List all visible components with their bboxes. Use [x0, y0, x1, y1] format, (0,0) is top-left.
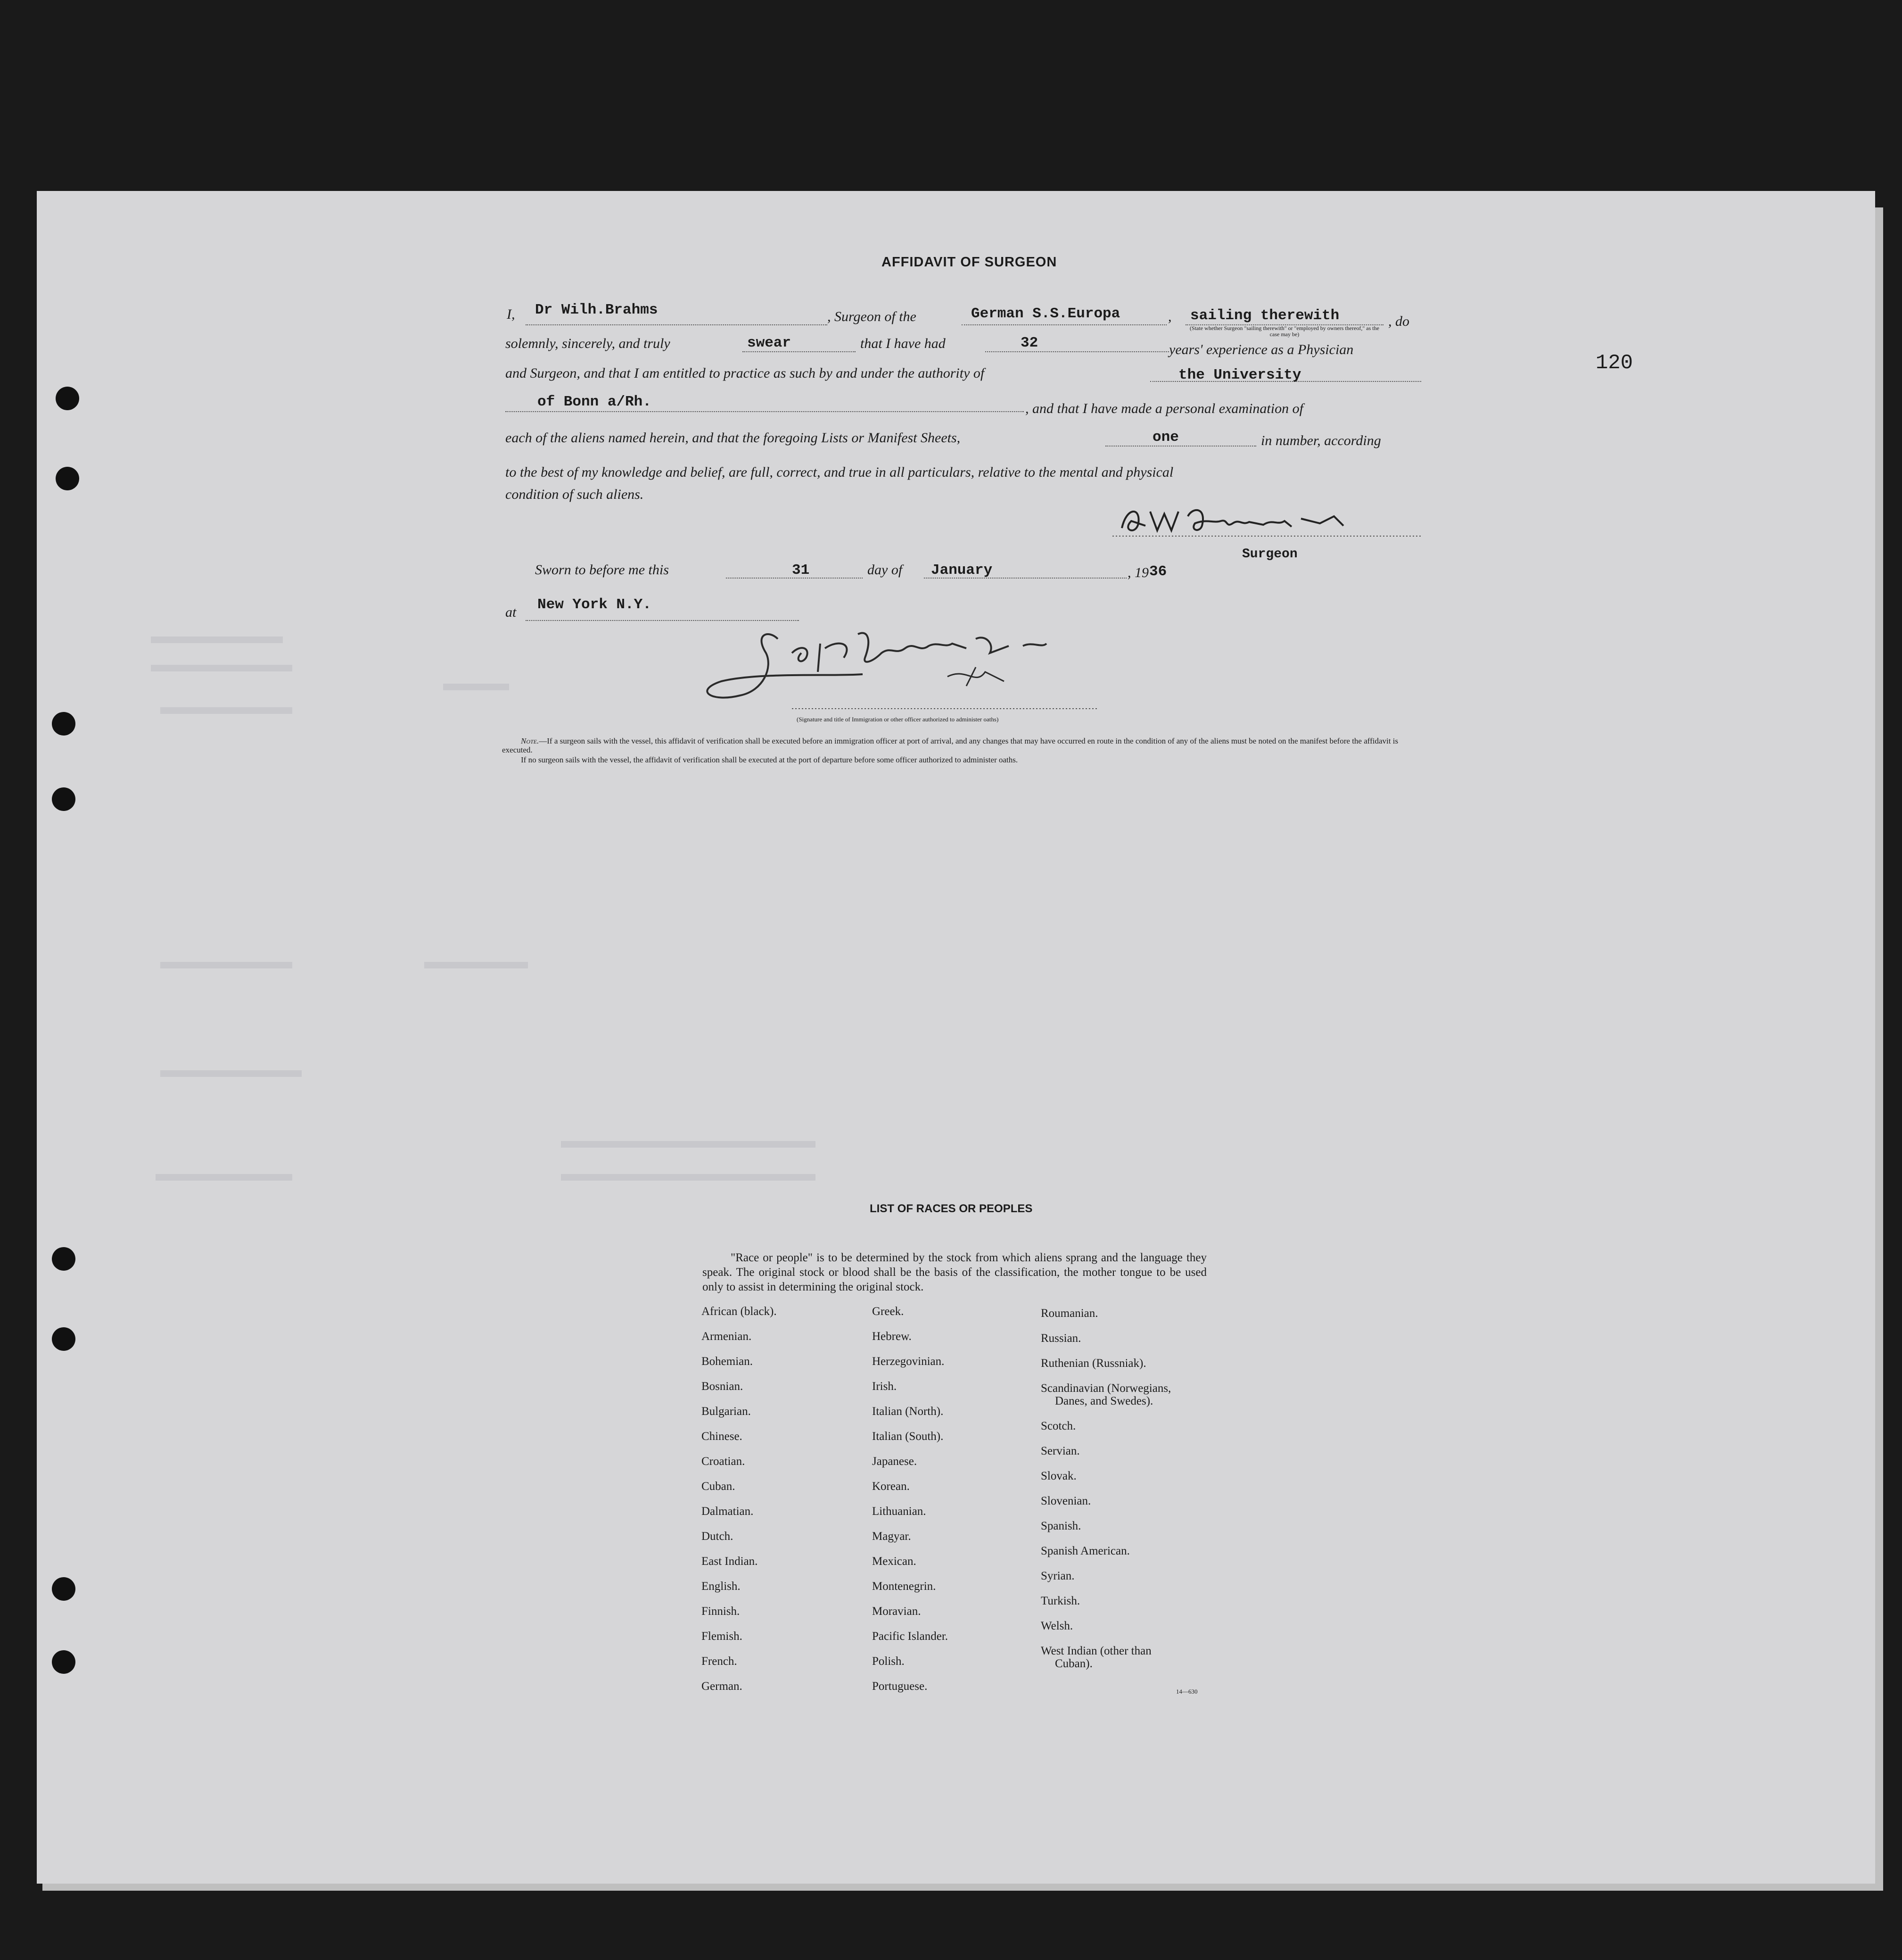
race-entry: Slovenian. — [1041, 1495, 1091, 1507]
binder-hole — [52, 1327, 75, 1351]
race-entry: Irish. — [872, 1380, 897, 1393]
affidavit-note — [502, 736, 1421, 754]
race-entry: Magyar. — [872, 1530, 911, 1543]
affidavit-text: at — [505, 604, 517, 620]
race-entry: Spanish. — [1041, 1520, 1081, 1532]
surgeon-name: Dr Wilh.Brahms — [535, 302, 658, 318]
affidavit-text: Sworn to before me this — [535, 562, 669, 578]
race-entry: Italian (North). — [872, 1405, 944, 1418]
race-entry: African (black). — [701, 1305, 777, 1318]
affidavit-text: years' experience as a Physician — [1169, 342, 1354, 357]
sailing-status: sailing therewith — [1190, 307, 1340, 324]
officer-caption: (Signature and title of Immigration or other officer authorized to administer oaths) — [797, 716, 999, 723]
affidavit-text: , and that I have made a personal examination of — [1025, 401, 1303, 416]
race-entry: Roumanian. — [1041, 1307, 1098, 1320]
race-entry: Dalmatian. — [701, 1505, 754, 1518]
race-entry: Polish. — [872, 1655, 905, 1668]
sworn-day: 31 — [792, 562, 810, 579]
oath-line — [742, 351, 856, 352]
race-entry: Danes, and Swedes). — [1055, 1395, 1153, 1407]
affidavit-text: solemnly, sincerely, and truly — [505, 336, 670, 351]
race-entry: Cuban. — [701, 1480, 735, 1493]
race-entry: Slovak. — [1041, 1470, 1077, 1482]
binder-hole — [52, 787, 75, 811]
affidavit-text: to the best of my knowledge and belief, are full, correct, and true in all particulars, relative to the mental and physical — [505, 464, 1174, 480]
affidavit-text: that I have had — [860, 336, 946, 351]
officer-signature — [683, 620, 1108, 719]
authority-line-2: of Bonn a/Rh. — [537, 394, 651, 410]
race-entry: Bosnian. — [701, 1380, 743, 1393]
affidavit-text: day of — [867, 562, 903, 578]
races-intro: "Race or people" is to be determined by the stock from which aliens sprang and the language they speak. The original stock or blood shall be the basis of the classification, the mother tongue to be used only to assist in determining the original stock. — [702, 1251, 1207, 1293]
race-entry: English. — [701, 1580, 741, 1593]
race-entry: Dutch. — [701, 1530, 733, 1543]
affidavit-text: in number, according — [1261, 433, 1381, 448]
name-line — [526, 324, 827, 325]
affidavit-text: , Surgeon of the — [827, 309, 916, 324]
sworn-place: New York N.Y. — [537, 596, 651, 613]
note-label: Note. — [521, 736, 539, 745]
affidavit-text: , do — [1388, 314, 1409, 329]
race-entry: Portuguese. — [872, 1680, 928, 1693]
sworn-month: January — [931, 562, 993, 579]
binder-hole — [52, 1247, 75, 1271]
race-entry: Armenian. — [701, 1330, 752, 1343]
binder-hole — [52, 712, 75, 736]
race-entry: Korean. — [872, 1480, 910, 1493]
race-entry: German. — [701, 1680, 742, 1693]
affidavit-title: AFFIDAVIT OF SURGEON — [881, 255, 1057, 270]
race-entry: Flemish. — [701, 1630, 742, 1643]
race-entry: Welsh. — [1041, 1620, 1073, 1632]
affidavit-text: each of the aliens named herein, and that the foregoing Lists or Manifest Sheets, — [505, 430, 961, 446]
race-entry: Mexican. — [872, 1555, 916, 1568]
sworn-year: 36 — [1149, 563, 1167, 580]
race-entry: Herzegovinian. — [872, 1355, 945, 1368]
race-entry: Spanish American. — [1041, 1545, 1130, 1557]
signature-caption: Surgeon — [1242, 547, 1298, 562]
affidavit-text: , 19 — [1128, 565, 1149, 580]
race-entry: Scotch. — [1041, 1420, 1076, 1432]
race-entry: Finnish. — [701, 1605, 740, 1618]
race-entry: Turkish. — [1041, 1595, 1080, 1607]
race-entry: Cuban). — [1055, 1657, 1093, 1670]
sheets-count: one — [1153, 429, 1179, 446]
affidavit-text: , — [1168, 309, 1172, 324]
binder-hole — [56, 387, 79, 410]
binder-hole — [52, 1577, 75, 1601]
race-entry: Greek. — [872, 1305, 904, 1318]
note-text-1: —If a surgeon sails with the vessel, this affidavit of verification shall be executed before an immigration officer at port of arrival, and any changes that may have occurred en route in the condition of any of the aliens must be noted on the manifest before the affidavit is executed. — [502, 736, 1399, 754]
vessel-line — [962, 324, 1167, 325]
form-code: 14—630 — [1176, 1688, 1198, 1695]
affidavit-text: I, — [507, 306, 515, 322]
race-entry: East Indian. — [701, 1555, 758, 1568]
race-entry: Hebrew. — [872, 1330, 912, 1343]
race-entry: Russian. — [1041, 1332, 1081, 1345]
races-title: LIST OF RACES OR PEOPLES — [870, 1202, 1033, 1215]
affidavit-note-2: If no surgeon sails with the vessel, the affidavit of verification shall be executed at the port of departure before some officer authorized to administer oaths. — [521, 755, 1018, 764]
race-entry: Servian. — [1041, 1445, 1080, 1457]
race-entry: Pacific Islander. — [872, 1630, 948, 1643]
years-line — [985, 351, 1169, 352]
authority-line-1: the University — [1178, 367, 1301, 383]
race-entry: Ruthenian (Russniak). — [1041, 1357, 1146, 1370]
oath-word: swear — [747, 335, 791, 351]
race-entry: Chinese. — [701, 1430, 742, 1443]
surgeon-signature — [1112, 502, 1424, 540]
binder-hole — [56, 467, 79, 490]
race-entry: Montenegrin. — [872, 1580, 936, 1593]
race-entry: Scandinavian (Norwegians, — [1041, 1382, 1171, 1395]
race-entry: Italian (South). — [872, 1430, 944, 1443]
race-entry: Moravian. — [872, 1605, 921, 1618]
sheets-line — [1105, 446, 1256, 447]
race-entry: French. — [701, 1655, 737, 1668]
race-entry: Bohemian. — [701, 1355, 753, 1368]
binder-hole — [52, 1650, 75, 1674]
affidavit-text: condition of such aliens. — [505, 487, 644, 502]
years-experience: 32 — [1021, 335, 1038, 351]
race-entry: West Indian (other than — [1041, 1645, 1152, 1657]
affidavit-text: and Surgeon, and that I am entitled to practice as such by and under the authority of — [505, 365, 985, 381]
race-entry: Lithuanian. — [872, 1505, 926, 1518]
vessel-name: German S.S.Europa — [971, 306, 1120, 322]
page-number: 120 — [1596, 351, 1633, 375]
sailing-status-note: (State whether Surgeon "sailing therewith" or "employed by owners thereof," as the case may be) — [1190, 325, 1379, 338]
race-entry: Japanese. — [872, 1455, 917, 1468]
race-entry: Syrian. — [1041, 1570, 1075, 1582]
race-entry: Croatian. — [701, 1455, 745, 1468]
authority-line-cont — [505, 411, 1024, 412]
race-entry: Bulgarian. — [701, 1405, 751, 1418]
